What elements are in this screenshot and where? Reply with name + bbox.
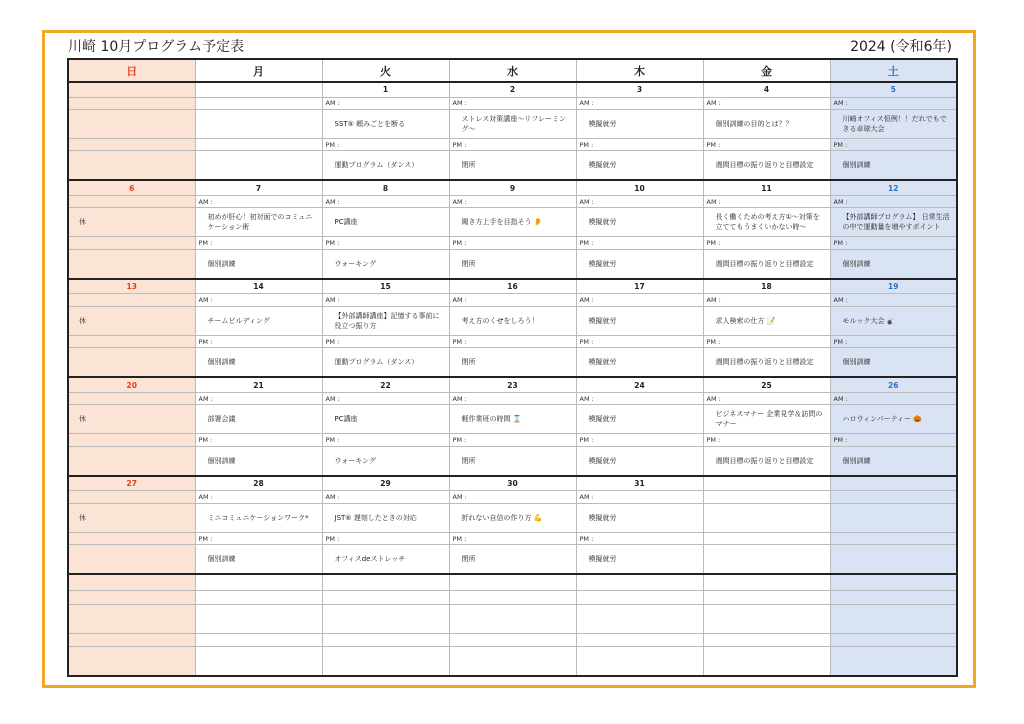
pm-label: PM : [576,138,703,150]
weekday-header-row [68,59,957,82]
date-cell [68,82,195,97]
am-label [195,97,322,109]
empty-cell [322,605,449,634]
am-label: AM : [703,97,830,109]
pm-event: 週間目標の振り返りと目標設定 [703,151,830,181]
am-event: 長く働くための考え方①～対策を立ててもうまくいかない時～ [703,208,830,237]
date-cell: 28 [195,476,322,491]
pm-event-row [68,249,957,279]
am-event: ハロウィンパーティー 🎃 [830,405,957,434]
am-label: AM : [703,195,830,207]
empty-cell [195,590,322,605]
am-event-row [68,503,957,532]
pm-event: 模擬就労 [576,249,703,279]
pm-label: PM : [322,237,449,249]
pm-event: 閉所 [449,545,576,575]
am-label [830,491,957,503]
empty-cell [195,634,322,646]
empty-cell [322,590,449,605]
pm-event [195,151,322,181]
pm-event [830,545,957,575]
date-cell: 14 [195,279,322,294]
date-cell: 18 [703,279,830,294]
pm-label [830,532,957,544]
pm-event: 模擬就労 [576,151,703,181]
pm-event: 運動プログラム（ダンス） [322,151,449,181]
date-row [68,180,957,195]
pm-label: PM : [576,335,703,347]
empty-cell [703,646,830,676]
date-cell: 19 [830,279,957,294]
date-row [68,279,957,294]
am-event-row [68,405,957,434]
empty-cell [449,646,576,676]
am-event: ビジネスマナー 企業見学＆訪問のマナー [703,405,830,434]
am-label: AM : [449,294,576,306]
weekday-sunday: 日 [68,59,195,82]
am-label: AM : [449,392,576,404]
am-label: AM : [576,491,703,503]
weekday-saturday: 土 [830,59,957,82]
am-event-row [68,306,957,335]
date-cell: 16 [449,279,576,294]
pm-event: 個別訓練 [830,446,957,476]
pm-event: 閉所 [449,446,576,476]
empty-cell [195,646,322,676]
empty-cell [195,605,322,634]
date-cell: 20 [68,377,195,392]
am-label: AM : [195,392,322,404]
weekday-tuesday: 火 [322,59,449,82]
am-event: SST⑤ 頼みごとを断る [322,109,449,138]
pm-label-row [68,138,957,150]
am-label: AM : [576,195,703,207]
date-cell: 26 [830,377,957,392]
pm-label-row [68,237,957,249]
pm-event [68,446,195,476]
pm-label [68,237,195,249]
am-event: 【外部講師講座】記憶する事前に役立つ振り方 [322,306,449,335]
empty-cell [68,590,195,605]
date-cell: 2 [449,82,576,97]
pm-label: PM : [703,138,830,150]
date-cell [830,476,957,491]
pm-event: 閉所 [449,249,576,279]
am-label: AM : [703,294,830,306]
pm-event: 週間目標の振り返りと目標設定 [703,348,830,378]
am-label: AM : [322,392,449,404]
am-label [68,392,195,404]
am-label [68,195,195,207]
empty-row [68,646,957,676]
am-label: AM : [830,97,957,109]
am-event: 折れない自信の作り方 💪 [449,503,576,532]
date-cell: 17 [576,279,703,294]
pm-event: 個別訓練 [195,545,322,575]
pm-label [68,138,195,150]
am-label: AM : [449,195,576,207]
pm-event: 個別訓練 [195,249,322,279]
pm-label: PM : [449,335,576,347]
am-label: AM : [322,491,449,503]
am-label: AM : [322,195,449,207]
pm-label-row [68,434,957,446]
pm-event [68,545,195,575]
pm-event: 個別訓練 [195,446,322,476]
pm-label: PM : [449,237,576,249]
date-cell: 30 [449,476,576,491]
am-label: AM : [322,97,449,109]
pm-event: 閉所 [449,348,576,378]
am-event: 模擬就労 [576,109,703,138]
am-event [703,503,830,532]
empty-cell [322,646,449,676]
pm-event [68,249,195,279]
date-cell: 15 [322,279,449,294]
am-event: JST⑥ 遅刻したときの対応 [322,503,449,532]
am-event: PC講座 [322,208,449,237]
pm-label: PM : [703,434,830,446]
weekday-friday: 金 [703,59,830,82]
date-cell: 7 [195,180,322,195]
am-event: 軽作業班の時間 ⌛ [449,405,576,434]
am-event: ストレス対策講座～リフレーミング～ [449,109,576,138]
empty-row [68,574,957,590]
date-row [68,82,957,97]
date-cell: 23 [449,377,576,392]
am-event: チームビルディング [195,306,322,335]
date-cell: 9 [449,180,576,195]
am-event: 聞き方上手を目指そう 👂 [449,208,576,237]
pm-event: 模擬就労 [576,545,703,575]
pm-label: PM : [322,138,449,150]
empty-row [68,634,957,646]
pm-label: PM : [830,138,957,150]
empty-cell [68,605,195,634]
date-cell: 22 [322,377,449,392]
pm-label: PM : [322,532,449,544]
am-event: 模擬就労 [576,208,703,237]
pm-label: PM : [830,434,957,446]
am-event [830,503,957,532]
am-event: 模擬就労 [576,306,703,335]
am-event: PC講座 [322,405,449,434]
empty-cell [322,574,449,590]
calendar-body [68,82,957,676]
empty-cell [68,574,195,590]
date-cell [703,476,830,491]
pm-label [703,532,830,544]
date-row [68,377,957,392]
empty-cell [703,634,830,646]
pm-event: ウォーキング [322,446,449,476]
am-label: AM : [576,97,703,109]
pm-event: 模擬就労 [576,446,703,476]
date-cell: 5 [830,82,957,97]
pm-event: ウォーキング [322,249,449,279]
am-label-row [68,392,957,404]
am-event-row [68,109,957,138]
page-title: 川崎 10月プログラム予定表 [68,39,245,55]
am-event: 求人検索の仕方 📝 [703,306,830,335]
pm-event: 個別訓練 [830,249,957,279]
pm-event: オフィスdeストレッチ [322,545,449,575]
am-event: 【外部講師プログラム】 日常生活の中で運動量を増やすポイント [830,208,957,237]
weekday-thursday: 木 [576,59,703,82]
pm-event [68,151,195,181]
date-cell: 3 [576,82,703,97]
am-event: 個別訓練の目的とは？？ [703,109,830,138]
am-label: AM : [576,392,703,404]
pm-label-row [68,532,957,544]
empty-cell [703,605,830,634]
holiday-label: 休 [68,306,195,335]
am-event: 考え方のくせをしろう！ [449,306,576,335]
holiday-label [68,109,195,138]
pm-label: PM : [449,434,576,446]
pm-event: 閉所 [449,151,576,181]
pm-event: 週間目標の振り返りと目標設定 [703,446,830,476]
pm-label: PM : [703,335,830,347]
empty-cell [576,590,703,605]
empty-cell [830,590,957,605]
date-cell: 8 [322,180,449,195]
am-event: 模擬就労 [576,503,703,532]
pm-label [68,335,195,347]
pm-label: PM : [576,434,703,446]
date-cell: 10 [576,180,703,195]
empty-cell [576,605,703,634]
pm-label: PM : [703,237,830,249]
pm-label: PM : [830,237,957,249]
date-cell: 31 [576,476,703,491]
pm-label: PM : [322,335,449,347]
empty-cell [322,634,449,646]
date-cell: 6 [68,180,195,195]
pm-event [68,348,195,378]
am-label [68,294,195,306]
am-label: AM : [576,294,703,306]
date-cell: 21 [195,377,322,392]
am-event: 初めが肝心！初対面でのコミュニケーション術 [195,208,322,237]
empty-cell [576,646,703,676]
pm-label: PM : [195,237,322,249]
am-label: AM : [449,97,576,109]
empty-cell [576,634,703,646]
date-cell: 1 [322,82,449,97]
pm-label: PM : [449,532,576,544]
am-label: AM : [449,491,576,503]
pm-event: 模擬就労 [576,348,703,378]
am-label: AM : [703,392,830,404]
empty-cell [449,634,576,646]
weekday-monday: 月 [195,59,322,82]
date-cell: 4 [703,82,830,97]
pm-label: PM : [195,335,322,347]
empty-row [68,605,957,634]
am-label-row [68,97,957,109]
holiday-label: 休 [68,405,195,434]
date-cell: 25 [703,377,830,392]
am-label: AM : [830,195,957,207]
am-event: モルック大会 🎳 [830,306,957,335]
empty-cell [830,634,957,646]
am-event: 模擬就労 [576,405,703,434]
date-cell: 24 [576,377,703,392]
date-cell: 13 [68,279,195,294]
pm-label: PM : [322,434,449,446]
empty-row [68,590,957,605]
am-label [68,491,195,503]
date-cell [195,82,322,97]
pm-label: PM : [576,237,703,249]
empty-cell [68,646,195,676]
weekday-wednesday: 水 [449,59,576,82]
pm-label [68,434,195,446]
pm-event: 個別訓練 [830,151,957,181]
am-event-row [68,208,957,237]
pm-label: PM : [449,138,576,150]
pm-label: PM : [830,335,957,347]
pm-event-row [68,151,957,181]
empty-cell [449,605,576,634]
am-label: AM : [195,491,322,503]
empty-cell [68,634,195,646]
pm-label: PM : [195,434,322,446]
am-label: AM : [322,294,449,306]
am-label [68,97,195,109]
date-cell: 12 [830,180,957,195]
empty-cell [703,590,830,605]
date-cell: 27 [68,476,195,491]
date-cell: 11 [703,180,830,195]
empty-cell [830,574,957,590]
pm-event-row [68,446,957,476]
calendar-table [67,58,958,677]
empty-cell [449,574,576,590]
pm-label [68,532,195,544]
am-label: AM : [195,195,322,207]
empty-cell [576,574,703,590]
pm-event-row [68,545,957,575]
empty-cell [830,605,957,634]
am-event: 部署会議 [195,405,322,434]
date-row [68,476,957,491]
pm-event: 個別訓練 [195,348,322,378]
am-label-row [68,294,957,306]
pm-event: 個別訓練 [830,348,957,378]
am-label-row [68,491,957,503]
empty-cell [703,574,830,590]
am-label: AM : [830,294,957,306]
empty-cell [195,574,322,590]
am-label [703,491,830,503]
am-event: ミニコミュニケーションワーク* [195,503,322,532]
empty-cell [830,646,957,676]
empty-cell [449,590,576,605]
holiday-label: 休 [68,208,195,237]
pm-label [195,138,322,150]
am-label: AM : [830,392,957,404]
date-cell: 29 [322,476,449,491]
year-label: 2024 (令和6年) [850,39,952,55]
pm-event-row [68,348,957,378]
am-label: AM : [195,294,322,306]
pm-label-row [68,335,957,347]
holiday-label: 休 [68,503,195,532]
pm-event [703,545,830,575]
pm-label: PM : [195,532,322,544]
pm-event: 週間目標の振り返りと目標設定 [703,249,830,279]
am-label-row [68,195,957,207]
pm-event: 運動プログラム（ダンス） [322,348,449,378]
am-event [195,109,322,138]
pm-label: PM : [576,532,703,544]
am-event: 川崎オフィス恒例！！だれでもできる卓球大会 [830,109,957,138]
